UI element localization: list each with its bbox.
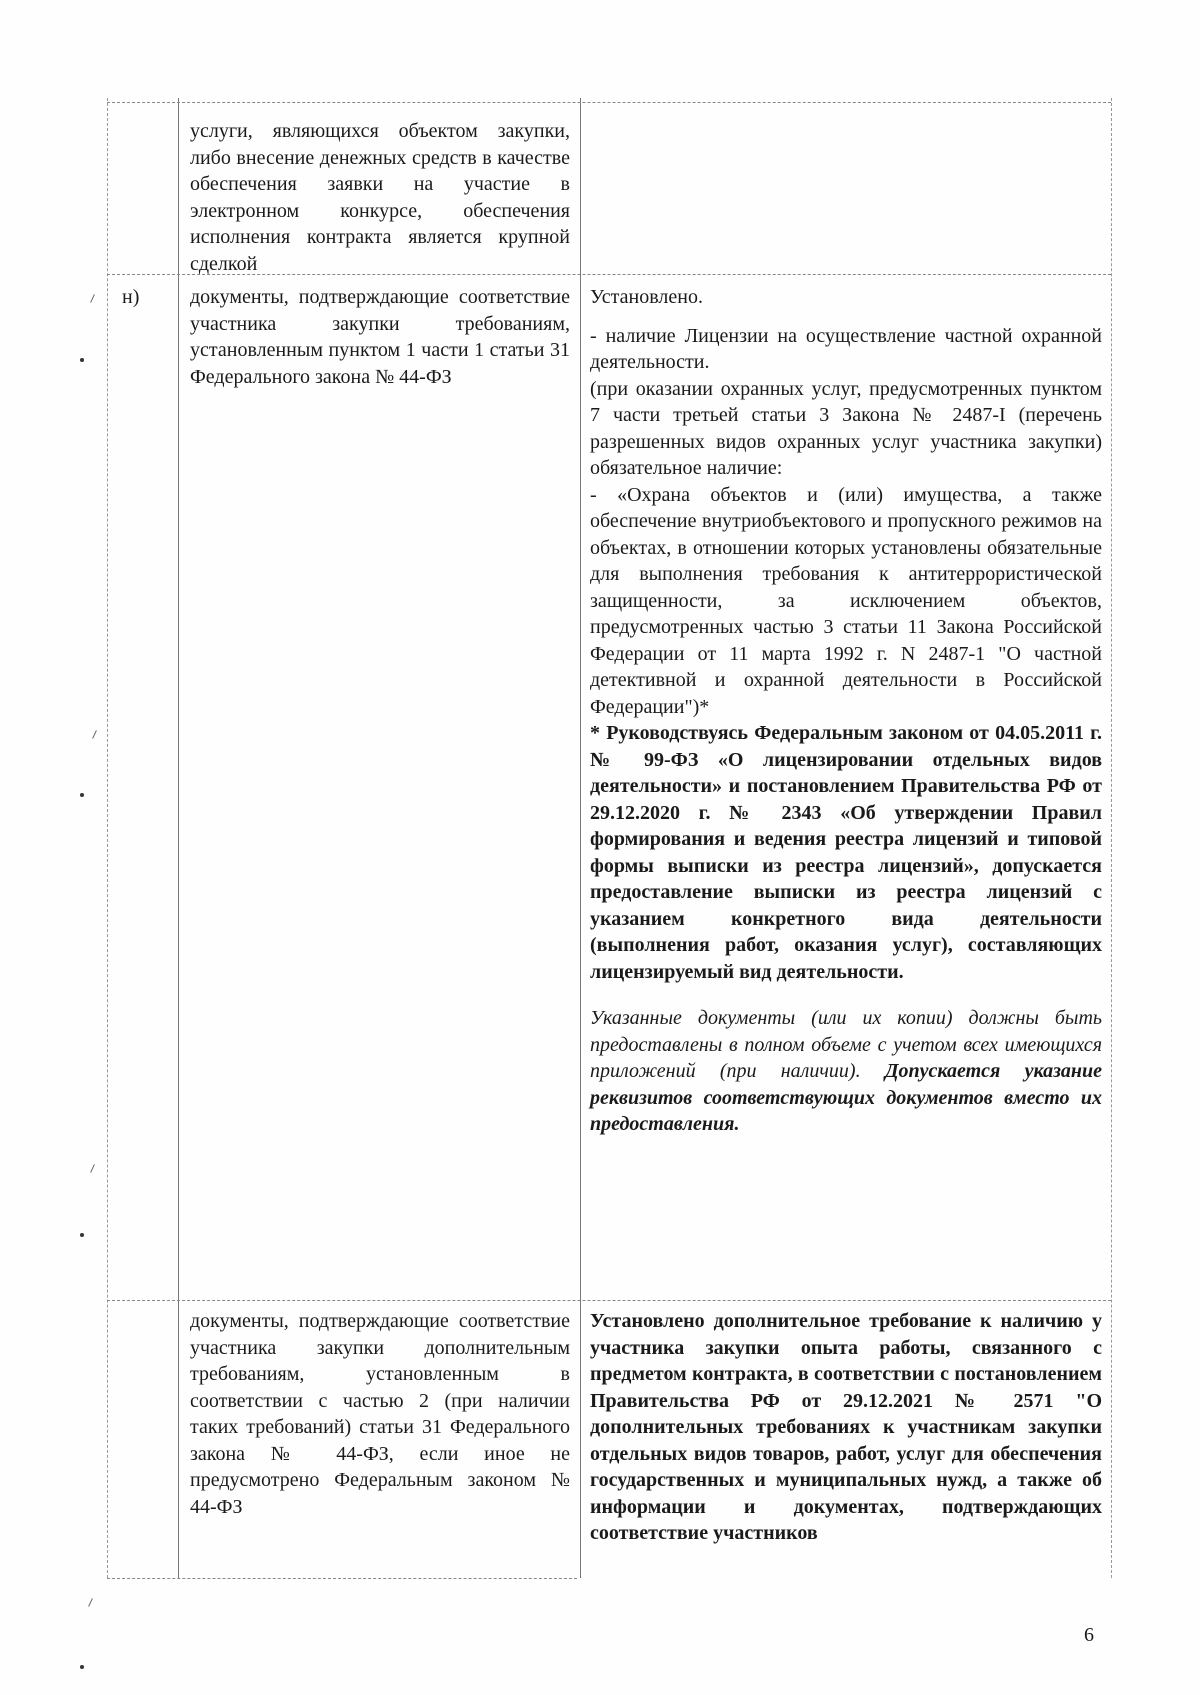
scan-speck — [80, 793, 84, 797]
scan-speck — [80, 358, 84, 362]
row-border-bottom — [107, 1578, 577, 1579]
bottom-row-description: документы, подтверждающие соответствие участника закупки дополнительным требованиям, установленным в соответствии с частью 2 (при наличии таких требований) статьи 31 Федерального закона № 44-ФЗ, если иное не предусмотрено Федеральным законом № 44-ФЗ — [190, 1310, 570, 1518]
scan-speck — [80, 1233, 84, 1237]
registry-extract-note: * Руководствуясь Федеральным законом от 04.05.2011 г. № 99-ФЗ «О лицензировании отдельных видов деятельности» и постановлением Правительства РФ от 29.12.2020 г. № 2343 «Об утверждении Правил формирования и ведения реестра лицензий и типовой формы выписки из реестра лицензий», допускается предоставление выписки из реестра лицензий с указанием конкретного вида деятельности (выполнения работ, оказания услуг), составляющих лицензируемый вид деятельности. — [590, 722, 1102, 983]
column-divider-2 — [580, 98, 581, 1578]
scan-mark — [88, 1598, 93, 1607]
row-n-requirement — [590, 284, 1102, 1138]
documents-note-italic: Указанные документы (или их копии) должны быть предоставлены в полном объеме с учетом всех имеющихся приложений (при наличии). — [590, 1007, 1102, 1082]
security-services-list: - «Охрана объектов и (или) имущества, а также обеспечение внутриобъектового и пропускного режимов на объектах, в отношении которых установлены обязательные для выполнения требования к антитеррористической защищенности, за исключением объектов, предусмотренных частью 3 статьи 11 Закона Российской Федерации от 11 марта 1992 г. N 2487-1 "О частной детективной и охранной деятельности в Российской Федерации")* — [590, 483, 1102, 718]
license-requirement: - наличие Лицензии на осуществление частной охранной деятельности. — [590, 324, 1102, 373]
bottom-row-requirement: Установлено дополнительное требование к наличию у участника закупки опыта работы, связанного с предметом контракта, в соответствии с постановлением Правительства РФ от 29.12.2021 № 2571 "О дополнительных требованиях к участникам закупки отдельных видов товаров, работ, услуг для обеспечения государственных и муниципальных нужд, а также об информации и документах, подтверждающих соответствие участников — [590, 1310, 1102, 1544]
security-services-note: (при оказании охранных услуг, предусмотренных пунктом 7 части третьей статьи 3 Закона № 2487-I (перечень разрешенных видов охранных услуг участника закупки) обязательное наличие: — [590, 377, 1102, 479]
row-label: н) — [122, 286, 140, 308]
column-divider-right — [1111, 98, 1112, 1578]
documents-note-bold: Допускается указание реквизитов соответствующих документов вместо их предоставления. — [590, 1060, 1102, 1135]
documents-note — [590, 1005, 1102, 1138]
top-row-text: услуги, являющихся объектом закупки, либо внесение денежных средств в качестве обеспечения заявки на участие в электронном конкурсе, обеспечения исполнения контракта является крупной сделкой — [190, 120, 570, 275]
row-border-top — [107, 102, 1111, 103]
scan-speck — [80, 1665, 84, 1669]
row-border-2 — [107, 1300, 1111, 1301]
requirement-status: Установлено. — [590, 286, 703, 308]
page-number: 6 — [1084, 1624, 1094, 1646]
column-divider-1 — [178, 98, 179, 1578]
column-divider-left — [107, 98, 108, 1578]
row-n-description: документы, подтверждающие соответствие участника закупки требованиям, установленным пунктом 1 части 1 статьи 31 Федерального закона № 44-ФЗ — [190, 286, 570, 388]
scan-mark — [92, 730, 97, 739]
scan-mark — [90, 294, 95, 303]
scan-mark — [90, 1164, 95, 1173]
